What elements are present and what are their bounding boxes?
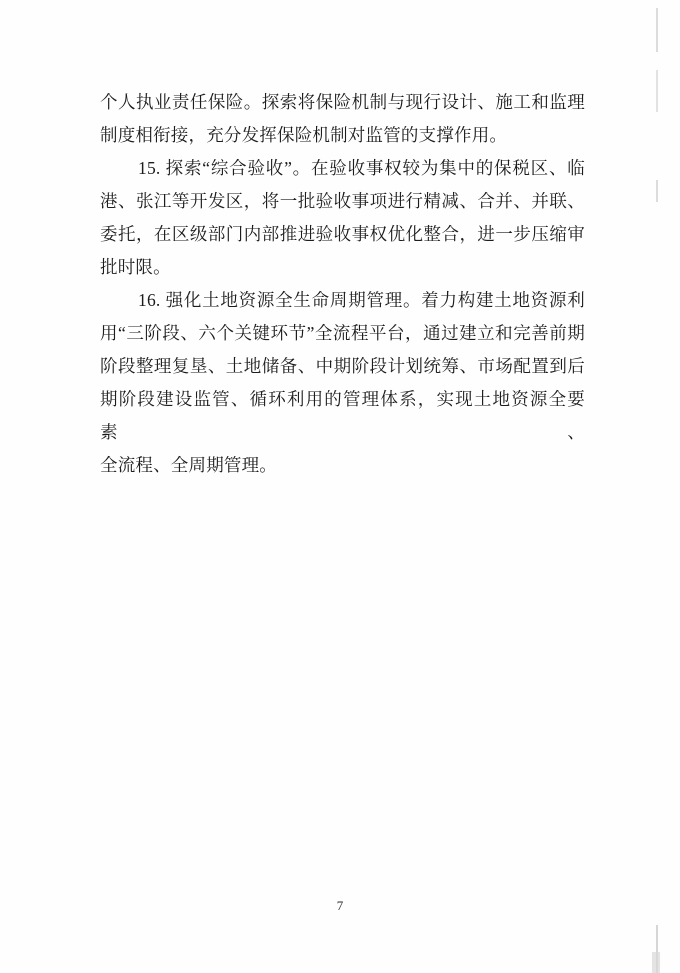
- text-line: 制度相衔接，充分发挥保险机制对监管的支撑作用。: [100, 125, 508, 145]
- text-line-item-16: 16. 强化土地资源全生命周期管理。着力构建土地资源利: [138, 290, 585, 310]
- page-number: 7: [336, 898, 344, 913]
- text-line: 全流程、全周期管理。: [100, 455, 277, 475]
- text-line-item-15: 15. 探索“综合验收”。在验收事权较为集中的保税区、临: [138, 158, 585, 178]
- scan-artifact-smudge: [652, 952, 660, 973]
- body-text: [100, 86, 585, 482]
- text-line: 批时限。: [100, 257, 171, 277]
- text-line: 港、张江等开发区，将一批验收事项进行精减、合并、并联、: [100, 191, 585, 211]
- text-line: 委托，在区级部门内部推进验收事权优化整合，进一步压缩审: [100, 224, 585, 244]
- text-line: 个人执业责任保险。探索将保险机制与现行设计、施工和监理: [100, 92, 585, 112]
- scan-artifact-line: [656, 70, 658, 112]
- text-line: 阶段整理复垦、土地储备、中期阶段计划统筹、市场配置到后: [100, 356, 585, 376]
- scan-artifact-line: [656, 8, 658, 52]
- scan-artifact-line: [656, 180, 658, 202]
- text-line: 期阶段建设监管、循环利用的管理体系，实现土地资源全要素、: [100, 389, 585, 442]
- text-line: 用“三阶段、六个关键环节”全流程平台，通过建立和完善前期: [100, 323, 585, 343]
